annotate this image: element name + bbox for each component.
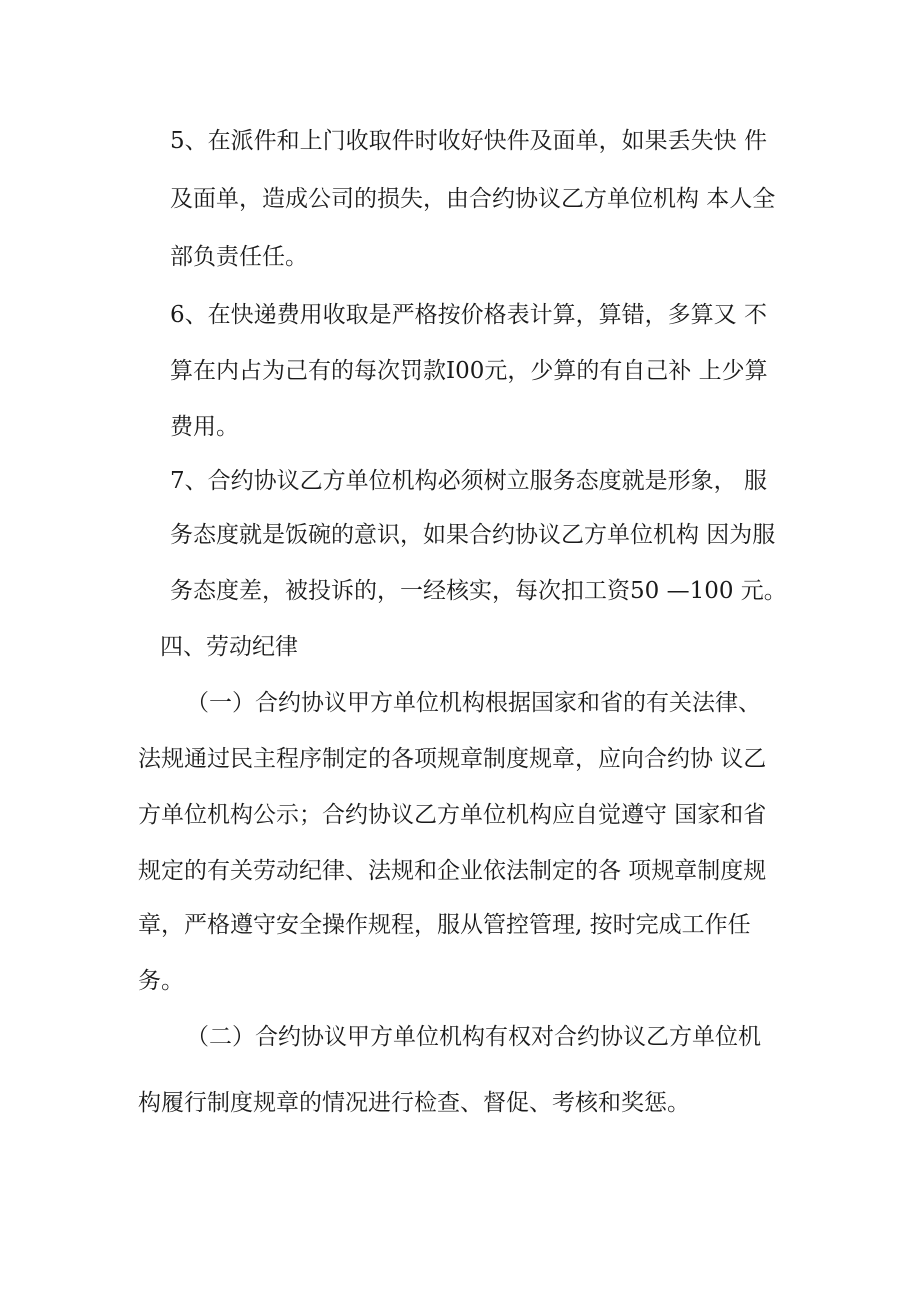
item7-line1: 7、合约协议乙方单位机构必须树立服务态度就是形象， 服 [170,468,767,494]
para1-line3: 方单位机构公示；合约协议乙方单位机构应自觉遵守 国家和省 [138,802,767,828]
item5-line3: 部负责任任。 [170,244,308,270]
para1-line6: 务。 [138,968,184,994]
para1-line1: （一）合约协议甲方单位机构根据国家和省的有关法律、 [186,690,761,716]
item7-line3: 务态度差，被投诉的，一经核实，每次扣工资50 —100 元。 [170,578,787,604]
item6-line3: 费用。 [170,414,239,440]
section4-heading: 四、劳动纪律 [160,634,298,660]
item6-line1: 6、在快递费用收取是严格按价格表计算，算错，多算又 不 [170,302,767,328]
para1-line2: 法规通过民主程序制定的各项规章制度规章，应向合约协 议乙 [138,746,767,772]
para2-line2: 构履行制度规章的情况进行检查、督促、考核和奖惩。 [138,1090,690,1116]
item5-line1: 5、在派件和上门收取件时收好快件及面单，如果丢失快 件 [170,128,767,154]
item5-line2: 及面单，造成公司的损失，由合约协议乙方单位机构 本人全 [170,186,776,212]
item7-line2: 务态度就是饭碗的意识，如果合约协议乙方单位机构 因为服 [170,522,776,548]
para2-line1: （二）合约协议甲方单位机构有权对合约协议乙方单位机 [186,1024,761,1050]
para1-line4: 规定的有关劳动纪律、法规和企业依法制定的各 项规章制度规 [138,858,767,884]
para1-line5: 章，严格遵守安全操作规程，服从管控管理, 按时完成工作任 [138,912,751,938]
item6-line2: 算在内占为己有的每次罚款I00元，少算的有自己补 上少算 [170,358,768,384]
